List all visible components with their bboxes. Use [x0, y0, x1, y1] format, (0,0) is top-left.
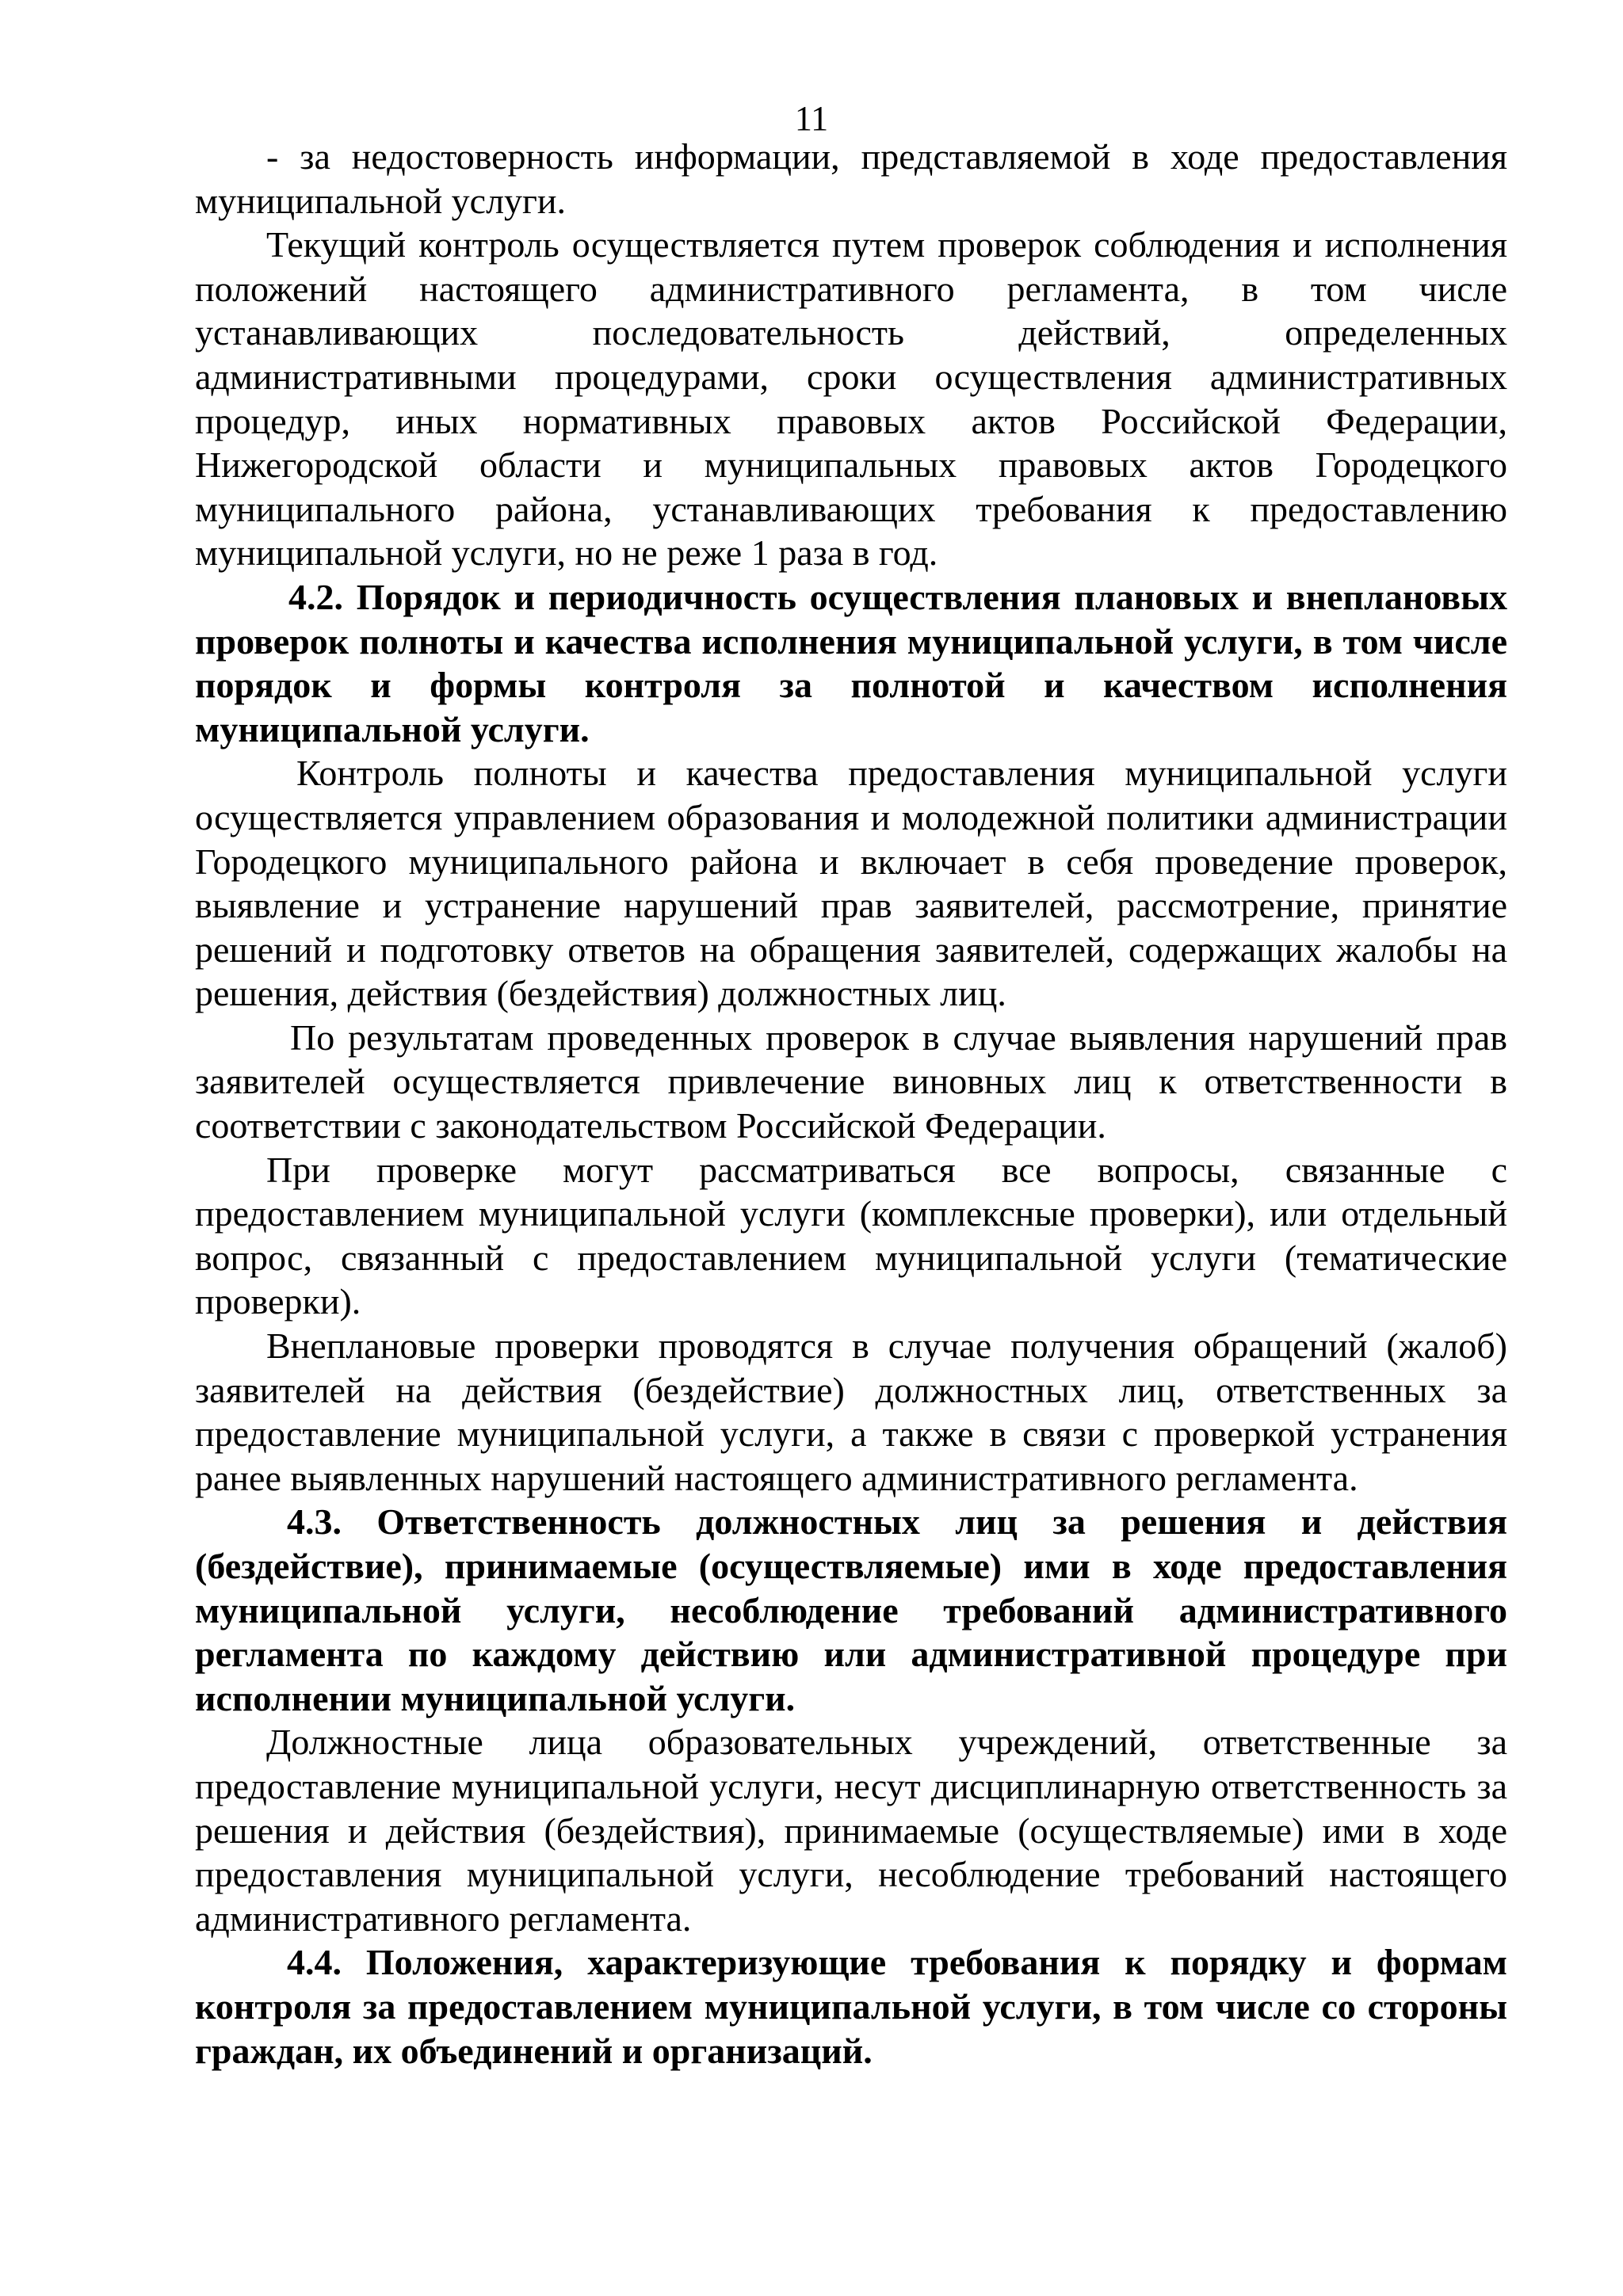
paragraph-quality-control: Контроль полноты и качества предоставления муниципальной услуги осуществляется управлением образования и молодежной политики администрации Городецкого муниципального района и включает в себя проведение проверок, выявление и устранение нарушений прав заявителей, рассмотрение, принятие решений и подготовку ответов на обращения заявителей, содержащих жалобы на решения, действия (бездействия) должностных лиц. [195, 753, 1507, 1014]
paragraph-inspection-scope: При проверке могут рассматриваться все вопросы, связанные с предоставлением муниципальной услуги (комплексные проверки), или отдельный вопрос, связанный с предоставлением муниципальной услуги (тематические проверки). [195, 1149, 1507, 1322]
paragraph-officials-responsibility: Должностные лица образовательных учреждений, ответственные за предоставление муниципальной услуги, несут дисциплинарную ответственность за решения и действия (бездействия), принимаемые (осуществляемые) ими в ходе предоставления муниципальной услуги, несоблюдение требований настоящего административного регламента. [195, 1722, 1507, 1939]
heading-4-3: 4.3. Ответственность должностных лиц за решения и действия (бездействие), принимаемые (осуществляемые) ими в ходе предоставления муниципальной услуги, несоблюдение требований административного регламента по каждому действию или административной процедуре при исполнении муниципальной услуги. [195, 1501, 1507, 1718]
paragraph-inspection-results: По результатам проведенных проверок в случае выявления нарушений прав заявителей осуществляется привлечение виновных лиц к ответственности в соответствии с законодательством Российской Федерации. [195, 1016, 1507, 1146]
page-number: 11 [794, 99, 829, 138]
paragraph-current-control: Текущий контроль осуществляется путем проверок соблюдения и исполнения положений настоящего административного регламента, в том числе устанавливающих последовательность действий, определенных административными процедурами, сроки осуществления административных процедур, иных нормативных правовых актов Российской Федерации, Нижегородской области и муниципальных правовых актов Городецкого муниципального района, устанавливающих требования к предоставлению муниципальной услуги, но не реже 1 раза в год. [195, 224, 1507, 574]
paragraph-unreliable-info: - за недостоверность информации, представляемой в ходе предоставления муниципальной услуги. [195, 136, 1507, 221]
paragraph-unscheduled-inspections: Внеплановые проверки проводятся в случае получения обращений (жалоб) заявителей на действия (бездействие) должностных лиц, ответственных за предоставление муниципальной услуги, а также в связи с проверкой устранения ранее выявленных нарушений настоящего административного регламента. [195, 1325, 1507, 1498]
heading-4-4: 4.4. Положения, характеризующие требования к порядку и формам контроля за предоставлением муниципальной услуги, в том числе со стороны граждан, их объединений и организаций. [195, 1942, 1507, 2071]
document-body [195, 135, 1507, 2073]
heading-4-2: 4.2. Порядок и периодичность осуществления плановых и внеплановых проверок полноты и качества исполнения муниципальной услуги, в том числе порядок и формы контроля за полнотой и качеством исполнения муниципальной услуги. [195, 576, 1507, 749]
